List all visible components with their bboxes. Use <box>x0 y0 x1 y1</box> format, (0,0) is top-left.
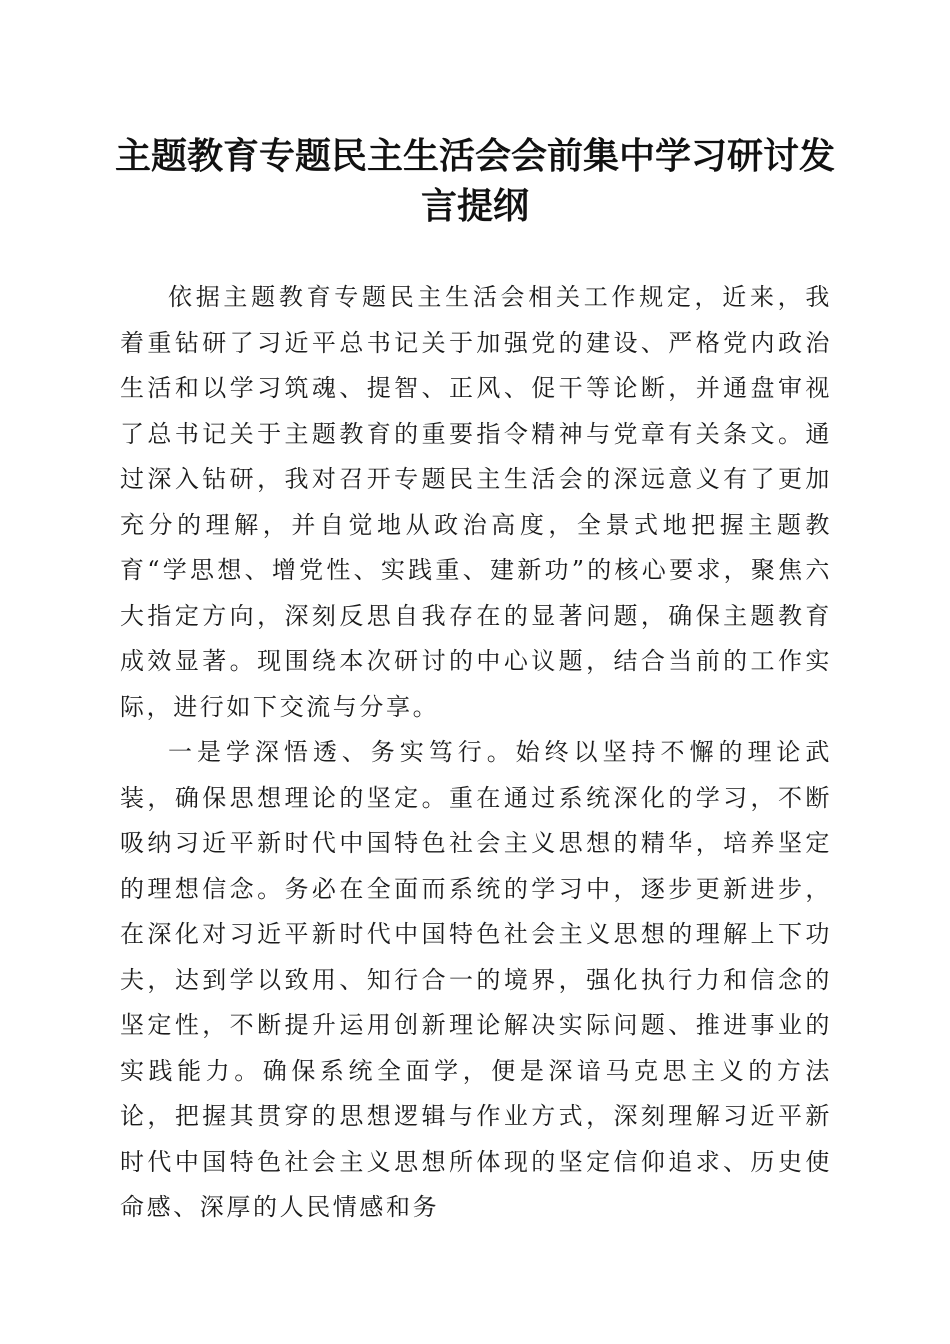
section-heading: 一是学深悟透、务实笃行。 <box>168 738 516 766</box>
page-title: 主题教育专题民主生活会会前集中学习研讨发言提纲 <box>114 135 835 227</box>
paragraph-intro <box>120 275 832 730</box>
paragraph-section-one <box>120 730 832 1231</box>
document-body <box>120 275 832 1231</box>
paragraph-text: 依据主题教育专题民主生活会相关工作规定，近来，我着重钻研了习近平总书记关于加强党的建设、严格党内政治生活和以学习筑魂、提智、正风、促干等论断，并通盘审视了总书记关于主题教育的重要指令精神与党章有关条文。通过深入钻研，我对召开专题民主生活会的深远意义有了更加充分的理解，并自觉地从政治高度，全景式地把握主题教育“学思想、增党性、实践重、建新功”的核心要求，聚焦六大指定方向，深刻反思自我存在的显著问题，确保主题教育成效显著。现围绕本次研讨的中心议题，结合当前的工作实际，进行如下交流与分享。 <box>120 283 832 721</box>
paragraph-text: 始终以坚持不懈的理论武装，确保思想理论的坚定。重在通过系统深化的学习，不断吸纳习近平新时代中国特色社会主义思想的精华，培养坚定的理想信念。务必在全面而系统的学习中，逐步更新进步，在深化对习近平新时代中国特色社会主义思想的理解上下功夫，达到学以致用、知行合一的境界，强化执行力和信念的坚定性，不断提升运用创新理论解决实际问题、推进事业的实践能力。确保系统全面学，便是深谙马克思主义的方法论，把握其贯穿的思想逻辑与作业方式，深刻理解习近平新时代中国特色社会主义思想所体现的坚定信仰追求、历史使命感、深厚的人民情感和务 <box>120 738 832 1221</box>
